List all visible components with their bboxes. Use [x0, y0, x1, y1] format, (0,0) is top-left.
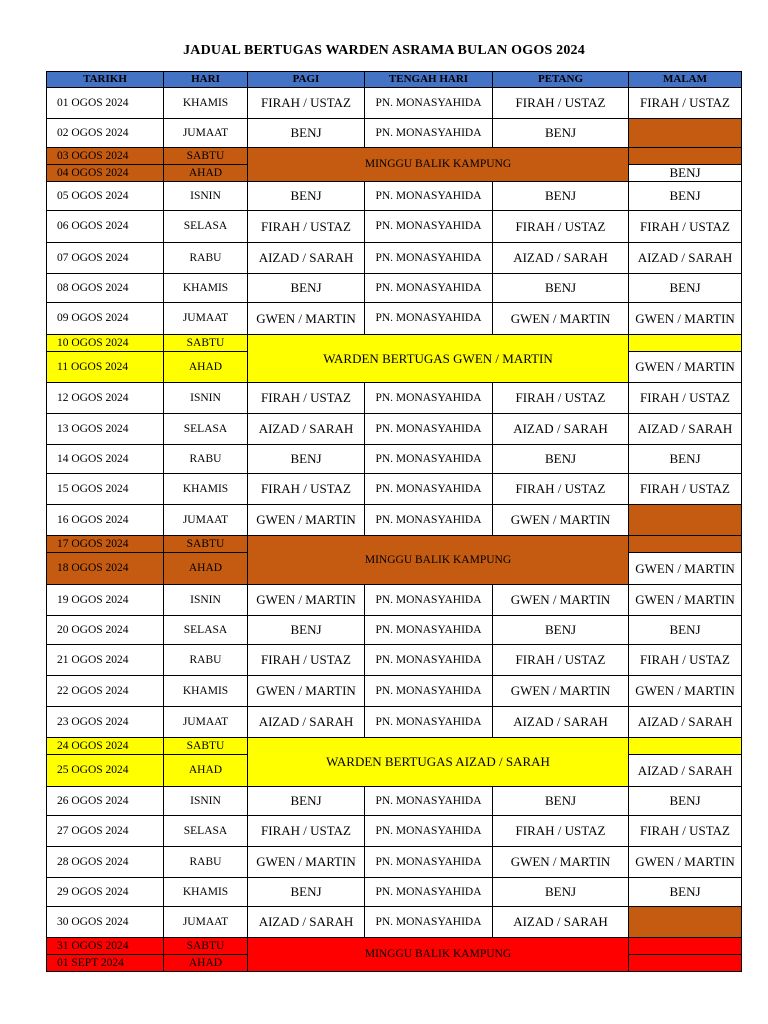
date-cell: 24 OGOS 2024 [47, 738, 164, 755]
petang-cell: GWEN / MARTIN [493, 676, 629, 707]
header-hari: HARI [164, 72, 248, 88]
table-row [47, 303, 742, 335]
petang-cell: BENJ [493, 878, 629, 907]
table-row [47, 938, 742, 955]
tengah-hari-cell: PN. MONASYAHIDA [365, 182, 493, 211]
table-row [47, 907, 742, 938]
date-cell: 27 OGOS 2024 [47, 816, 164, 847]
malam-cell: GWEN / MARTIN [629, 303, 742, 335]
tengah-hari-cell: PN. MONASYAHIDA [365, 243, 493, 274]
malam-cell [629, 505, 742, 536]
day-cell: JUMAAT [164, 505, 248, 536]
header-petang: PETANG [493, 72, 629, 88]
pagi-cell: FIRAH / USTAZ [248, 816, 365, 847]
petang-cell: FIRAH / USTAZ [493, 88, 629, 119]
malam-cell: BENJ [629, 274, 742, 303]
date-cell: 21 OGOS 2024 [47, 645, 164, 676]
table-row [47, 505, 742, 536]
petang-cell: GWEN / MARTIN [493, 847, 629, 878]
day-cell: AHAD [164, 553, 248, 585]
malam-cell: GWEN / MARTIN [629, 676, 742, 707]
day-cell: KHAMIS [164, 474, 248, 505]
tengah-hari-cell: PN. MONASYAHIDA [365, 505, 493, 536]
malam-cell: BENJ [629, 182, 742, 211]
petang-cell: BENJ [493, 445, 629, 474]
pagi-cell: GWEN / MARTIN [248, 303, 365, 335]
date-cell: 18 OGOS 2024 [47, 553, 164, 585]
tengah-hari-cell: PN. MONASYAHIDA [365, 585, 493, 616]
table-row [47, 148, 742, 165]
petang-cell: FIRAH / USTAZ [493, 645, 629, 676]
tengah-hari-cell: PN. MONASYAHIDA [365, 878, 493, 907]
malam-cell: GWEN / MARTIN [629, 553, 742, 585]
day-cell: JUMAAT [164, 303, 248, 335]
day-cell: RABU [164, 445, 248, 474]
pagi-cell: BENJ [248, 445, 365, 474]
pagi-cell: GWEN / MARTIN [248, 847, 365, 878]
day-cell: JUMAAT [164, 119, 248, 148]
merged-note-cell: MINGGU BALIK KAMPUNG [248, 938, 629, 972]
merged-note-cell: MINGGU BALIK KAMPUNG [248, 148, 629, 182]
date-cell: 10 OGOS 2024 [47, 335, 164, 352]
tengah-hari-cell: PN. MONASYAHIDA [365, 645, 493, 676]
table-row [47, 676, 742, 707]
table-row [47, 585, 742, 616]
day-cell: SABTU [164, 148, 248, 165]
petang-cell: AIZAD / SARAH [493, 414, 629, 445]
tengah-hari-cell: PN. MONASYAHIDA [365, 414, 493, 445]
pagi-cell: BENJ [248, 787, 365, 816]
table-row [47, 847, 742, 878]
table-row [47, 414, 742, 445]
header-pagi: PAGI [248, 72, 365, 88]
malam-cell: FIRAH / USTAZ [629, 645, 742, 676]
date-cell: 13 OGOS 2024 [47, 414, 164, 445]
petang-cell: GWEN / MARTIN [493, 505, 629, 536]
malam-cell [629, 119, 742, 148]
petang-cell: BENJ [493, 182, 629, 211]
header-malam: MALAM [629, 72, 742, 88]
date-cell: 23 OGOS 2024 [47, 707, 164, 738]
day-cell: SELASA [164, 414, 248, 445]
header-tarikh: TARIKH [47, 72, 164, 88]
merged-note-cell: WARDEN BERTUGAS AIZAD / SARAH [248, 738, 629, 787]
date-cell: 17 OGOS 2024 [47, 536, 164, 553]
day-cell: RABU [164, 645, 248, 676]
day-cell: KHAMIS [164, 274, 248, 303]
petang-cell: BENJ [493, 616, 629, 645]
tengah-hari-cell: PN. MONASYAHIDA [365, 847, 493, 878]
day-cell: SABTU [164, 938, 248, 955]
pagi-cell: FIRAH / USTAZ [248, 645, 365, 676]
tengah-hari-cell: PN. MONASYAHIDA [365, 787, 493, 816]
pagi-cell: GWEN / MARTIN [248, 505, 365, 536]
table-row [47, 474, 742, 505]
header-tengah-hari: TENGAH HARI [365, 72, 493, 88]
date-cell: 22 OGOS 2024 [47, 676, 164, 707]
table-row [47, 878, 742, 907]
tengah-hari-cell: PN. MONASYAHIDA [365, 303, 493, 335]
malam-cell: AIZAD / SARAH [629, 755, 742, 787]
table-row [47, 383, 742, 414]
date-cell: 05 OGOS 2024 [47, 182, 164, 211]
tengah-hari-cell: PN. MONASYAHIDA [365, 274, 493, 303]
pagi-cell: FIRAH / USTAZ [248, 88, 365, 119]
pagi-cell: AIZAD / SARAH [248, 707, 365, 738]
date-cell: 12 OGOS 2024 [47, 383, 164, 414]
day-cell: KHAMIS [164, 878, 248, 907]
malam-cell: AIZAD / SARAH [629, 414, 742, 445]
petang-cell: FIRAH / USTAZ [493, 816, 629, 847]
date-cell: 11 OGOS 2024 [47, 352, 164, 383]
petang-cell: GWEN / MARTIN [493, 303, 629, 335]
malam-cell: BENJ [629, 445, 742, 474]
date-cell: 04 OGOS 2024 [47, 165, 164, 182]
pagi-cell: GWEN / MARTIN [248, 676, 365, 707]
table-row [47, 616, 742, 645]
malam-cell: BENJ [629, 787, 742, 816]
date-cell: 07 OGOS 2024 [47, 243, 164, 274]
table-row [47, 335, 742, 352]
table-row [47, 645, 742, 676]
malam-cell: FIRAH / USTAZ [629, 211, 742, 243]
pagi-cell: BENJ [248, 119, 365, 148]
pagi-cell: FIRAH / USTAZ [248, 383, 365, 414]
malam-cell [629, 738, 742, 755]
malam-cell [629, 536, 742, 553]
day-cell: JUMAAT [164, 707, 248, 738]
malam-cell: FIRAH / USTAZ [629, 383, 742, 414]
table-row [47, 88, 742, 119]
day-cell: SELASA [164, 211, 248, 243]
day-cell: AHAD [164, 755, 248, 787]
petang-cell: AIZAD / SARAH [493, 243, 629, 274]
pagi-cell: BENJ [248, 182, 365, 211]
date-cell: 25 OGOS 2024 [47, 755, 164, 787]
tengah-hari-cell: PN. MONASYAHIDA [365, 907, 493, 938]
table-row [47, 445, 742, 474]
malam-cell: GWEN / MARTIN [629, 847, 742, 878]
date-cell: 16 OGOS 2024 [47, 505, 164, 536]
tengah-hari-cell: PN. MONASYAHIDA [365, 474, 493, 505]
day-cell: AHAD [164, 955, 248, 972]
date-cell: 09 OGOS 2024 [47, 303, 164, 335]
day-cell: ISNIN [164, 787, 248, 816]
petang-cell: FIRAH / USTAZ [493, 474, 629, 505]
malam-cell: BENJ [629, 616, 742, 645]
date-cell: 31 OGOS 2024 [47, 938, 164, 955]
merged-note-cell: WARDEN BERTUGAS GWEN / MARTIN [248, 335, 629, 383]
day-cell: AHAD [164, 352, 248, 383]
tengah-hari-cell: PN. MONASYAHIDA [365, 707, 493, 738]
duty-roster-table [46, 71, 742, 972]
date-cell: 15 OGOS 2024 [47, 474, 164, 505]
date-cell: 06 OGOS 2024 [47, 211, 164, 243]
date-cell: 01 OGOS 2024 [47, 88, 164, 119]
table-row [47, 707, 742, 738]
pagi-cell: BENJ [248, 878, 365, 907]
tengah-hari-cell: PN. MONASYAHIDA [365, 119, 493, 148]
pagi-cell: BENJ [248, 274, 365, 303]
date-cell: 30 OGOS 2024 [47, 907, 164, 938]
date-cell: 26 OGOS 2024 [47, 787, 164, 816]
malam-cell: BENJ [629, 165, 742, 182]
day-cell: JUMAAT [164, 907, 248, 938]
table-row [47, 119, 742, 148]
petang-cell: GWEN / MARTIN [493, 585, 629, 616]
day-cell: RABU [164, 243, 248, 274]
date-cell: 20 OGOS 2024 [47, 616, 164, 645]
table-row [47, 536, 742, 553]
tengah-hari-cell: PN. MONASYAHIDA [365, 816, 493, 847]
pagi-cell: AIZAD / SARAH [248, 243, 365, 274]
petang-cell: FIRAH / USTAZ [493, 211, 629, 243]
malam-cell [629, 955, 742, 972]
malam-cell: AIZAD / SARAH [629, 707, 742, 738]
pagi-cell: GWEN / MARTIN [248, 585, 365, 616]
malam-cell: FIRAH / USTAZ [629, 816, 742, 847]
pagi-cell: AIZAD / SARAH [248, 414, 365, 445]
tengah-hari-cell: PN. MONASYAHIDA [365, 445, 493, 474]
petang-cell: BENJ [493, 787, 629, 816]
day-cell: ISNIN [164, 383, 248, 414]
tengah-hari-cell: PN. MONASYAHIDA [365, 676, 493, 707]
malam-cell: FIRAH / USTAZ [629, 474, 742, 505]
date-cell: 19 OGOS 2024 [47, 585, 164, 616]
malam-cell: BENJ [629, 878, 742, 907]
day-cell: SELASA [164, 616, 248, 645]
petang-cell: BENJ [493, 119, 629, 148]
day-cell: KHAMIS [164, 88, 248, 119]
date-cell: 08 OGOS 2024 [47, 274, 164, 303]
page-title: JADUAL BERTUGAS WARDEN ASRAMA BULAN OGOS 2024 [183, 43, 585, 58]
day-cell: SELASA [164, 816, 248, 847]
date-cell: 28 OGOS 2024 [47, 847, 164, 878]
day-cell: SABTU [164, 738, 248, 755]
date-cell: 14 OGOS 2024 [47, 445, 164, 474]
malam-cell: GWEN / MARTIN [629, 352, 742, 383]
header-row [47, 72, 742, 88]
pagi-cell: AIZAD / SARAH [248, 907, 365, 938]
malam-cell: GWEN / MARTIN [629, 585, 742, 616]
malam-cell [629, 938, 742, 955]
day-cell: SABTU [164, 536, 248, 553]
day-cell: AHAD [164, 165, 248, 182]
table-row [47, 211, 742, 243]
date-cell: 03 OGOS 2024 [47, 148, 164, 165]
pagi-cell: BENJ [248, 616, 365, 645]
table-row [47, 787, 742, 816]
table-row [47, 243, 742, 274]
tengah-hari-cell: PN. MONASYAHIDA [365, 211, 493, 243]
malam-cell [629, 148, 742, 165]
day-cell: RABU [164, 847, 248, 878]
table-row [47, 274, 742, 303]
pagi-cell: FIRAH / USTAZ [248, 211, 365, 243]
tengah-hari-cell: PN. MONASYAHIDA [365, 383, 493, 414]
date-cell: 02 OGOS 2024 [47, 119, 164, 148]
pagi-cell: FIRAH / USTAZ [248, 474, 365, 505]
table-row [47, 182, 742, 211]
malam-cell: AIZAD / SARAH [629, 243, 742, 274]
date-cell: 29 OGOS 2024 [47, 878, 164, 907]
day-cell: ISNIN [164, 585, 248, 616]
day-cell: SABTU [164, 335, 248, 352]
malam-cell [629, 907, 742, 938]
petang-cell: AIZAD / SARAH [493, 707, 629, 738]
malam-cell: FIRAH / USTAZ [629, 88, 742, 119]
day-cell: ISNIN [164, 182, 248, 211]
petang-cell: FIRAH / USTAZ [493, 383, 629, 414]
table-row [47, 816, 742, 847]
petang-cell: AIZAD / SARAH [493, 907, 629, 938]
day-cell: KHAMIS [164, 676, 248, 707]
tengah-hari-cell: PN. MONASYAHIDA [365, 88, 493, 119]
petang-cell: BENJ [493, 274, 629, 303]
tengah-hari-cell: PN. MONASYAHIDA [365, 616, 493, 645]
table-row [47, 738, 742, 755]
date-cell: 01 SEPT 2024 [47, 955, 164, 972]
malam-cell [629, 335, 742, 352]
merged-note-cell: MINGGU BALIK KAMPUNG [248, 536, 629, 585]
